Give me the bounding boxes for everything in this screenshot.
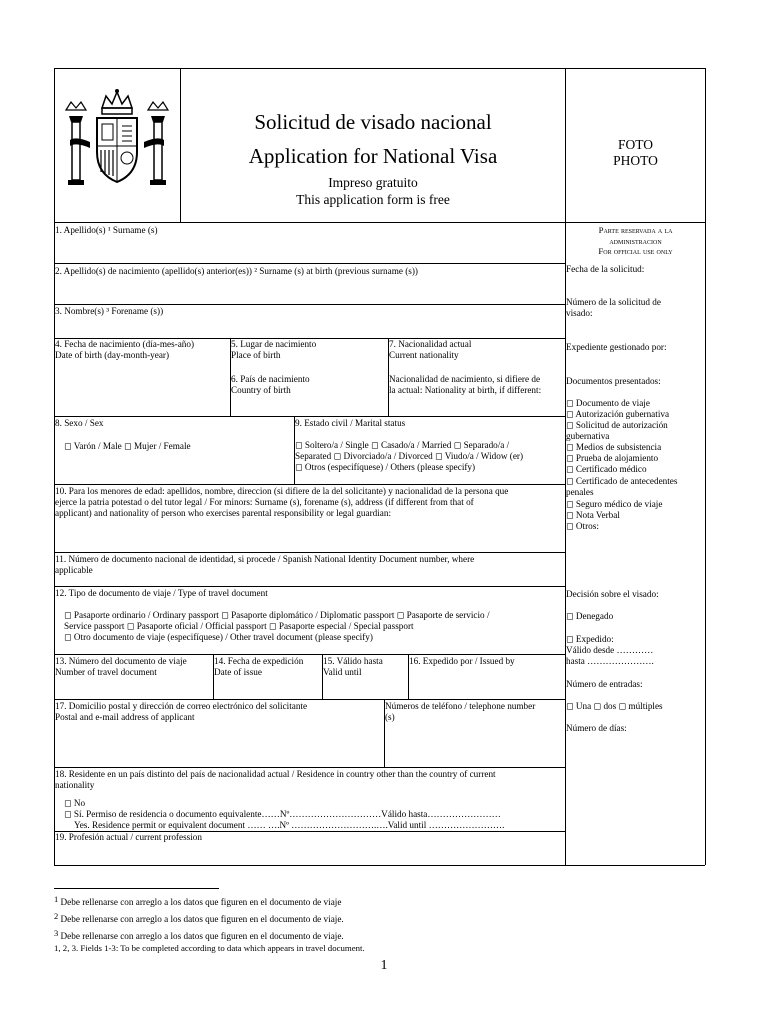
document-checkbox[interactable]: ◻ Certificado de antecedentes (566, 476, 678, 486)
residence-yes-checkbox[interactable]: ◻ Sí. Permiso de residencia o documento equivalente……Nº…………………………Válido hasta…………………… (64, 809, 501, 819)
field-17-telephone-label: (s) (385, 712, 395, 722)
row-line (54, 767, 565, 768)
footnote-3: $^3$ Debe rellenarse con arreglo a los datos que figuren en el documento de viaje. (54, 928, 344, 941)
title-spanish: Solicitud de visado nacional (254, 110, 492, 134)
field-4-label-en: Date of birth (day-month-year) (55, 350, 170, 360)
field-18-text: nationality (55, 780, 95, 790)
document-checkbox[interactable]: ◻ Otros: (566, 521, 599, 531)
field-5-label-en: Place of birth (231, 350, 281, 360)
entries-options[interactable]: ◻ Una ◻ dos ◻ múltiples (566, 701, 663, 711)
field-11-text: applicable (55, 565, 93, 575)
footnote-2: $^2$ Debe rellenarse con arreglo a los datos que figuren en el documento de viaje. (54, 911, 344, 924)
valid-from-field[interactable]: Válido desde ………… (566, 645, 654, 655)
field-6-label-en: Country of birth (231, 385, 291, 395)
free-form-english: This application form is free (296, 192, 450, 207)
marital-status-options[interactable]: Separated ◻ Divorciado/a / Divorced ◻ Viudo/a / Widow (er) (295, 451, 524, 461)
row-line (54, 304, 565, 305)
field-7-nationality-at-birth[interactable]: Nacionalidad de nacimiento, si difiere de (389, 374, 541, 384)
field-13-label-en: Number of travel document (55, 667, 157, 677)
document-checkbox[interactable]: ◻ Seguro médico de viaje (566, 499, 663, 509)
field-18-residence: 18. Residente en un país distinto del país de nacionalidad actual / Residence in country other than the country of current (55, 769, 496, 779)
row-line (54, 654, 565, 655)
visa-decision-label: Decisión sobre el visado: (566, 589, 659, 599)
coat-of-arms-icon (62, 86, 172, 196)
residence-yes-label-en: Yes. Residence permit or equivalent document …… ….Nº ……………………….….Valid until ……………………. (74, 820, 505, 830)
marital-status-options[interactable]: ◻ Soltero/a / Single ◻ Casado/a / Married ◻ Separado/a / (295, 440, 510, 450)
field-1-surname[interactable]: 1. Apellido(s) ¹ Surname (s) (55, 225, 158, 235)
field-15-valid-until[interactable]: 15. Válido hasta (323, 656, 383, 666)
handled-by-label: Expediente gestionado por: (566, 342, 667, 352)
field-10-minors-guardian[interactable]: 10. Para los menores de edad: apellidos, nombre, direccion (si difiere de la del solicitante) y nacionalidad de la persona que (55, 486, 509, 496)
field-7-label-en: la actual: Nationality at birth, if different: (389, 385, 542, 395)
application-number-label: Número de la solicitud de (566, 297, 661, 307)
row-line (54, 586, 565, 587)
official-heading: For official use only (598, 246, 673, 256)
field-7-label-en: Current nationality (389, 350, 459, 360)
header-bottom-line (54, 222, 705, 223)
photo-label-english: PHOTO (613, 153, 658, 168)
footnote-fields-1-3: 1, 2, 3. Fields 1-3: To be completed according to data which appears in travel document. (54, 943, 365, 953)
field-17-postal-address[interactable]: 17. Domicilio postal y dirección de correo electrónico del solicitante (55, 701, 308, 711)
photo-label-spanish: FOTO (617, 137, 653, 152)
row-line (54, 263, 565, 264)
field-10-text: applicant) and nationality of person who exercises parental responsibility or legal guardian: (55, 508, 392, 518)
field-3-forename[interactable]: 3. Nombre(s) ³ Forename (s)) (55, 306, 164, 316)
official-heading: Parte reservada a la (598, 225, 673, 235)
footnote-separator (54, 888, 219, 889)
field-9-marital-status: 9. Estado civil / Marital status (295, 418, 406, 428)
field-6-country-of-birth[interactable]: 6. País de nacimiento (231, 374, 310, 384)
field-8-sex: 8. Sexo / Sex (55, 418, 104, 428)
residence-no-checkbox[interactable]: ◻ No (64, 798, 86, 808)
valid-until-field[interactable]: hasta …………………. (566, 656, 654, 666)
frame-left-line (54, 68, 55, 865)
document-checkbox[interactable]: ◻ Medios de subsistencia (566, 442, 662, 452)
document-checkbox-continued: penales (566, 487, 594, 497)
refused-checkbox[interactable]: ◻ Denegado (566, 611, 614, 621)
field-13-travel-document-number[interactable]: 13. Número del documento de viaje (55, 656, 187, 666)
row-line (54, 416, 565, 417)
field-7-nationality[interactable]: 7. Nacionalidad actual (389, 339, 472, 349)
field-14-date-of-issue[interactable]: 14. Fecha de expedición (214, 656, 304, 666)
document-checkbox[interactable]: ◻ Nota Verbal (566, 510, 620, 520)
field-5-place-of-birth[interactable]: 5. Lugar de nacimiento (231, 339, 317, 349)
frame-right-line (705, 68, 706, 865)
travel-document-options[interactable]: ◻ Pasaporte ordinario / Ordinary passport ◻ Pasaporte diplomático / Diplomatic passport ◻ Pasaporte de servicio / (64, 610, 490, 620)
issued-checkbox[interactable]: ◻ Expedido: (566, 634, 614, 644)
sex-options[interactable]: ◻ Varón / Male ◻ Mujer / Female (64, 441, 191, 451)
document-checkbox[interactable]: ◻ Certificado médico (566, 464, 647, 474)
entries-label: Número de entradas: (566, 679, 643, 689)
field-4-date-of-birth[interactable]: 4. Fecha de nacimiento (día-mes-año) (55, 339, 195, 349)
field-12-travel-document-type: 12. Tipo de documento de viaje / Type of travel document (55, 588, 268, 598)
field-15-label-en: Valid until (323, 667, 362, 677)
days-label: Número de días: (566, 723, 627, 733)
field-17-telephone[interactable]: Números de teléfono / telephone number (385, 701, 536, 711)
application-number-label: visado: (566, 308, 593, 318)
document-checkbox[interactable]: ◻ Solicitud de autorización (566, 420, 668, 430)
document-checkbox-continued: gubernativa (566, 431, 610, 441)
frame-top-line (54, 68, 705, 69)
application-date-label: Fecha de la solicitud: (566, 264, 645, 274)
free-form-spanish: Impreso gratuito (328, 175, 418, 190)
document-checkbox[interactable]: ◻ Documento de viaje (566, 398, 650, 408)
field-11-national-id[interactable]: 11. Número de documento nacional de identidad, si procede / Spanish National Identity Document number, where (55, 554, 475, 564)
page-number: 1 (380, 958, 388, 973)
field-17-label-en: Postal and e-mail address of applicant (55, 712, 195, 722)
field-10-text: ejerce la patria potestad o del tutor legal / For minors: Surname (s), forename (s), address (if different from that of (55, 497, 474, 507)
document-checkbox[interactable]: ◻ Prueba de alojamiento (566, 453, 659, 463)
row-line (54, 699, 565, 700)
footnote-1: $^1$ Debe rellenarse con arreglo a los datos que figuren en el documento de viaje (54, 894, 342, 907)
travel-document-options[interactable]: ◻ Otro documento de viaje (especifíquese) / Other travel document (please specify) (64, 632, 373, 642)
travel-document-options[interactable]: Service passport ◻ Pasaporte oficial / Official passport ◻ Pasaporte especial / Special passport (64, 621, 414, 631)
official-heading: administracion (609, 235, 662, 246)
marital-status-options[interactable]: ◻ Otros (especifíquese) / Others (please specify) (295, 462, 476, 472)
field-2-surname-at-birth[interactable]: 2. Apellido(s) de nacimiento (apellido(s) anterior(es)) ² Surname (s) at birth (previous surname (s)) (55, 266, 418, 276)
field-16-issued-by[interactable]: 16. Expedido por / Issued by (409, 656, 515, 666)
row-line (54, 552, 565, 553)
field-19-profession[interactable]: 19. Profesión actual / current profession (55, 832, 202, 842)
field-14-label-en: Date of issue (214, 667, 262, 677)
document-checkbox[interactable]: ◻ Autorización gubernativa (566, 409, 670, 419)
title-english: Application for National Visa (248, 144, 498, 168)
row-line (54, 484, 565, 485)
documents-heading: Documentos presentados: (566, 376, 661, 386)
frame-bottom-line (54, 865, 705, 866)
